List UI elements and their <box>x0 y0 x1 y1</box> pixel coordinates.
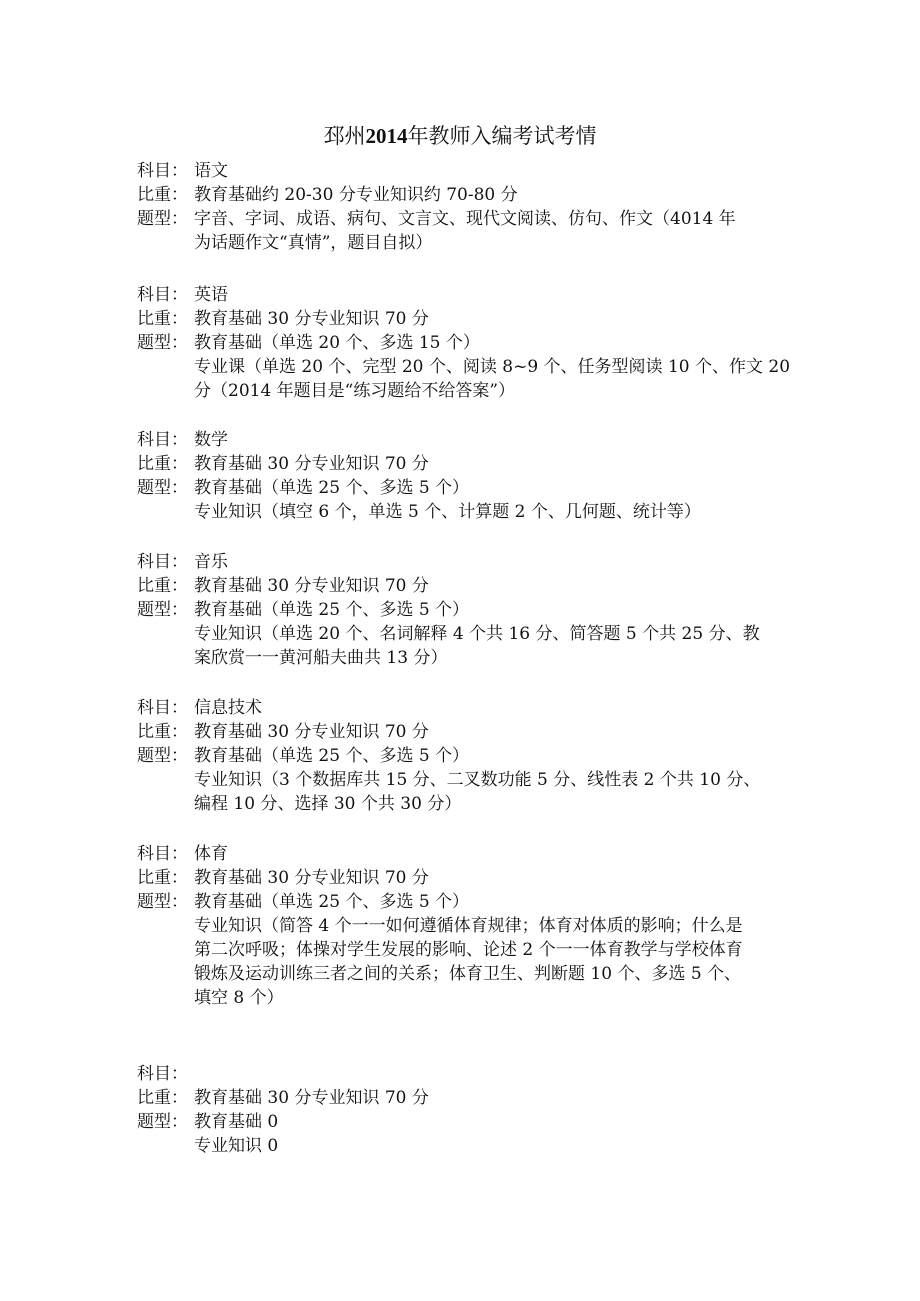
types-row <box>137 207 797 255</box>
weight-row <box>137 574 797 598</box>
title-year: 2014 <box>365 124 408 148</box>
title-suffix: 年教师入编考试考情 <box>407 124 597 148</box>
types-line: 案欣赏一一黄河船夫曲共 13 分） <box>194 648 448 668</box>
title-prefix: 邳州 <box>323 124 366 148</box>
types-line: 专业知识（简答 4 个一一如何遵循体育规律；体育对体质的影响；什么是 <box>194 916 743 936</box>
weight-row <box>137 1086 797 1110</box>
subject-row <box>137 283 797 307</box>
weight-label: 比重： <box>137 576 188 596</box>
subject-label: 科目： <box>137 285 188 305</box>
types-row <box>137 598 797 670</box>
types-line: 锻炼及运动训练三者之间的关系；体育卫生、判断题 10 个、多选 5 个、 <box>194 964 742 984</box>
subject-value: 数学 <box>194 430 228 450</box>
subject-value: 音乐 <box>194 552 228 572</box>
types-label: 题型： <box>137 1112 188 1132</box>
weight-value: 教育基础 30 分专业知识 70 分 <box>194 1088 429 1108</box>
subject-row <box>137 550 797 574</box>
subject-section-chinese <box>137 159 797 255</box>
weight-label: 比重： <box>137 309 188 329</box>
subject-row <box>137 696 797 720</box>
subject-value: 体育 <box>194 844 228 864</box>
weight-row <box>137 866 797 890</box>
types-line: 教育基础（单选 25 个、多选 5 个） <box>194 600 470 620</box>
types-line: 教育基础（单选 25 个、多选 5 个） <box>194 478 470 498</box>
weight-label: 比重： <box>137 868 188 888</box>
types-line: 为话题作文“真情”，题目自拟） <box>194 233 433 253</box>
weight-label: 比重： <box>137 454 188 474</box>
subject-row <box>137 1062 797 1086</box>
types-line: 专业知识（填空 6 个，单选 5 个、计算题 2 个、几何题、统计等） <box>194 502 701 522</box>
types-row <box>137 744 797 816</box>
types-value <box>194 476 797 524</box>
types-line: 教育基础 0 <box>194 1112 279 1132</box>
subject-label: 科目： <box>137 161 188 181</box>
subject-section-blank <box>137 1062 797 1158</box>
subject-value: 语文 <box>194 161 228 181</box>
subject-value: 信息技术 <box>194 698 262 718</box>
subject-row <box>137 159 797 183</box>
weight-value: 教育基础约 20-30 分专业知识约 70-80 分 <box>194 185 518 205</box>
types-value <box>194 1110 797 1158</box>
subject-label: 科目： <box>137 1064 188 1084</box>
weight-value: 教育基础 30 分专业知识 70 分 <box>194 454 429 474</box>
types-line: 编程 10 分、选择 30 个共 30 分） <box>194 794 462 814</box>
types-label: 题型： <box>137 209 188 229</box>
types-row <box>137 331 797 403</box>
weight-row <box>137 452 797 476</box>
weight-label: 比重： <box>137 185 188 205</box>
subject-section-pe <box>137 842 797 1010</box>
types-line: 教育基础（单选 25 个、多选 5 个） <box>194 746 470 766</box>
subject-value: 英语 <box>194 285 228 305</box>
types-line: 教育基础（单选 25 个、多选 5 个） <box>194 892 470 912</box>
weight-value: 教育基础 30 分专业知识 70 分 <box>194 309 429 329</box>
types-line: 专业知识（单选 20 个、名词解释 4 个共 16 分、简答题 5 个共 25 分、教 <box>194 624 760 644</box>
types-row <box>137 890 797 1010</box>
types-line: 专业知识 0 <box>194 1136 279 1156</box>
subject-section-math <box>137 428 797 524</box>
weight-label: 比重： <box>137 1088 188 1108</box>
types-label: 题型： <box>137 478 188 498</box>
subject-section-english <box>137 283 797 403</box>
types-label: 题型： <box>137 600 188 620</box>
types-line: 填空 8 个） <box>194 988 284 1008</box>
weight-value: 教育基础 30 分专业知识 70 分 <box>194 868 429 888</box>
types-row <box>137 1110 797 1158</box>
subject-section-music <box>137 550 797 670</box>
types-value <box>194 744 797 816</box>
types-line: 分（2014 年题目是“练习题给不给答案”） <box>194 381 516 401</box>
types-line: 专业课（单选 20 个、完型 20 个、阅读 8~9 个、任务型阅读 10 个、作文 20 <box>194 357 791 377</box>
subject-label: 科目： <box>137 552 188 572</box>
types-line: 教育基础（单选 20 个、多选 15 个） <box>194 333 480 353</box>
subject-label: 科目： <box>137 430 188 450</box>
weight-row <box>137 183 797 207</box>
types-label: 题型： <box>137 892 188 912</box>
page-title <box>0 122 920 150</box>
subject-label: 科目： <box>137 698 188 718</box>
weight-value: 教育基础 30 分专业知识 70 分 <box>194 576 429 596</box>
types-label: 题型： <box>137 746 188 766</box>
types-line: 第二次呼吸；体操对学生发展的影响、论述 2 个一一体育教学与学校体育 <box>194 940 743 960</box>
subject-label: 科目： <box>137 844 188 864</box>
subject-row <box>137 428 797 452</box>
weight-label: 比重： <box>137 722 188 742</box>
weight-value: 教育基础 30 分专业知识 70 分 <box>194 722 429 742</box>
types-value <box>194 331 797 403</box>
types-value <box>194 598 797 670</box>
types-row <box>137 476 797 524</box>
types-line: 字音、字词、成语、病句、文言文、现代文阅读、仿句、作文（4014 年 <box>194 209 736 229</box>
weight-row <box>137 720 797 744</box>
weight-row <box>137 307 797 331</box>
subject-row <box>137 842 797 866</box>
types-line: 专业知识（3 个数据库共 15 分、二叉数功能 5 分、线性表 2 个共 10 分、 <box>194 770 761 790</box>
types-value <box>194 890 797 1010</box>
subject-section-it <box>137 696 797 816</box>
types-value <box>194 207 797 255</box>
types-label: 题型： <box>137 333 188 353</box>
